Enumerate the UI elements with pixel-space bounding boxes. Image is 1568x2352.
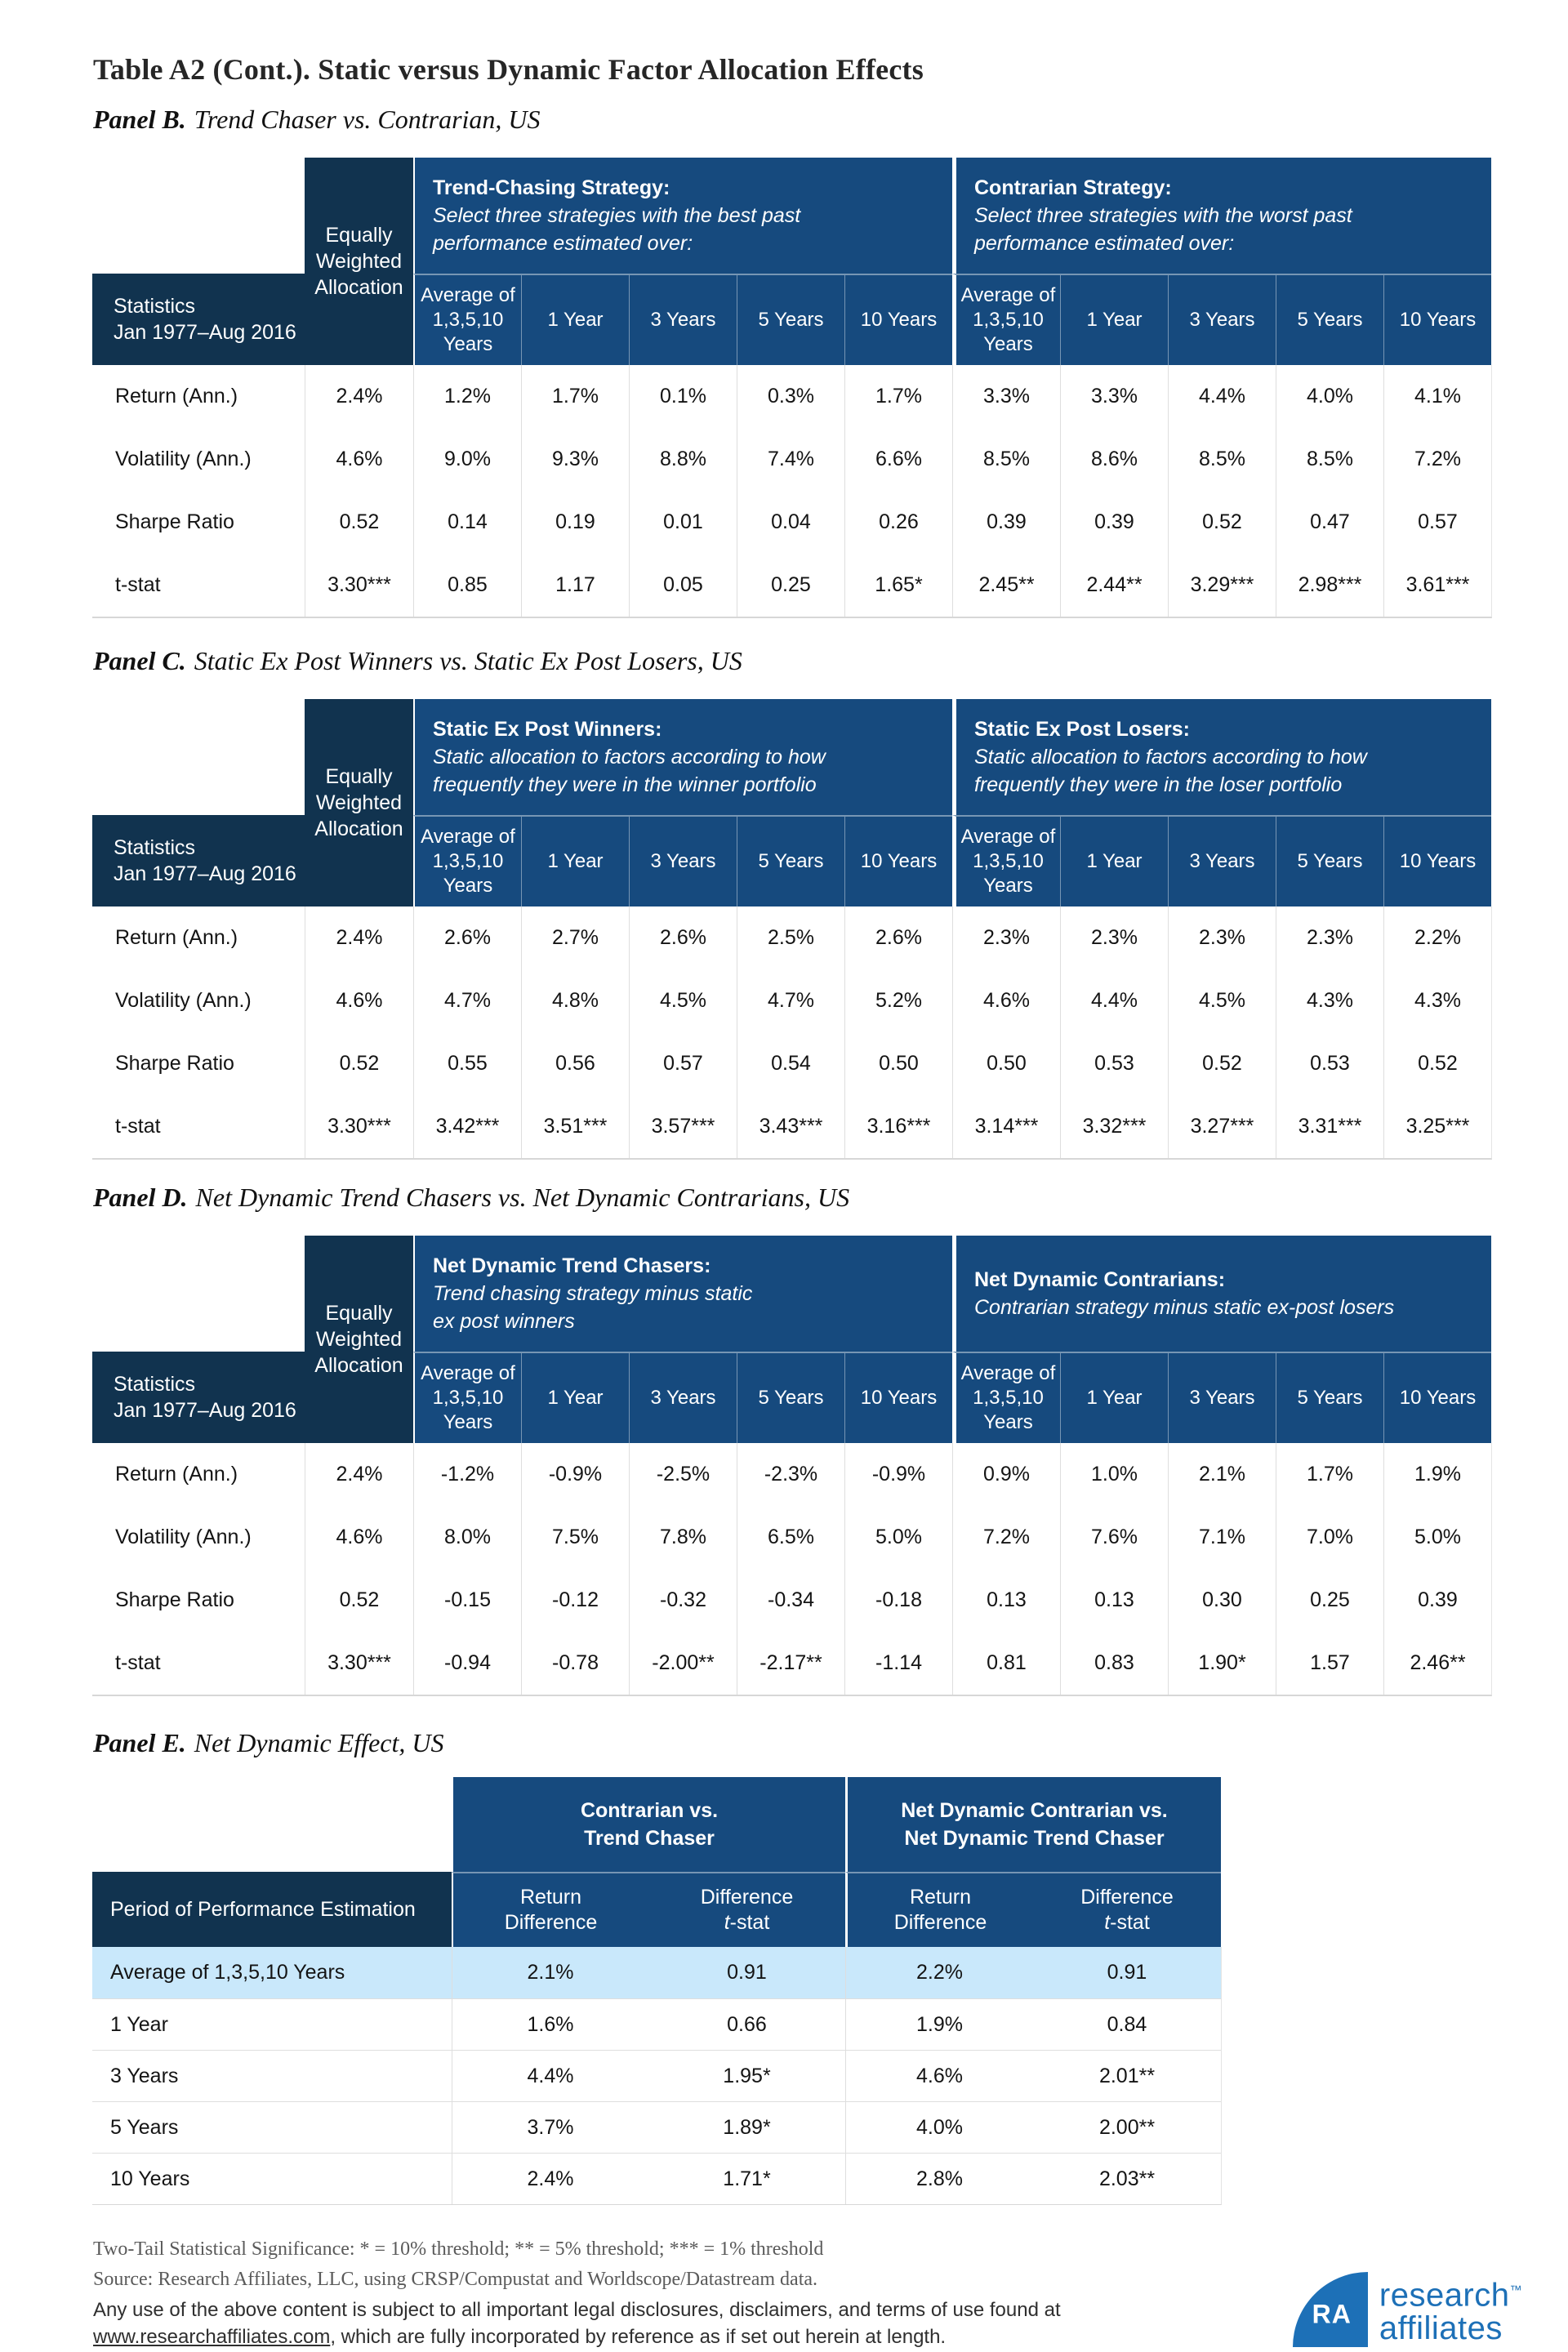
- col-header-10-years: 10 Years: [1383, 274, 1491, 365]
- value-cell: 4.6%: [952, 969, 1060, 1032]
- panel-c-label: Panel C.: [93, 646, 186, 675]
- value-cell: 0.81: [952, 1632, 1060, 1695]
- value-cell: 1.0%: [1060, 1443, 1168, 1506]
- statistics-header: [92, 1352, 305, 1443]
- value-cell: 0.9%: [952, 1443, 1060, 1506]
- col-header-5-years: 5 Years: [737, 274, 844, 365]
- row-label: 1 Year: [92, 1998, 452, 2050]
- value-cell: -0.34: [737, 1569, 844, 1632]
- value-cell: 1.57: [1276, 1632, 1383, 1695]
- value-cell: 0.52: [305, 1032, 413, 1095]
- value-cell: 8.5%: [952, 428, 1060, 491]
- panel-b-table-body: [92, 365, 1492, 618]
- col-header-average: Average of 1,3,5,10 Years: [413, 274, 521, 365]
- subheader-line1: Difference: [700, 1886, 794, 1909]
- group-description: Trend chasing strategy minus static ex post winners: [433, 1282, 753, 1333]
- value-cell: 0.91: [1033, 1947, 1221, 1998]
- value-cell: 1.9%: [1383, 1443, 1491, 1506]
- value-cell: 2.03**: [1033, 2153, 1221, 2204]
- col-header-1-year: 1 Year: [1060, 274, 1168, 365]
- value-cell: 2.98***: [1276, 554, 1383, 617]
- col-header-difference-tstat: [1033, 1872, 1221, 1947]
- value-cell: 2.45**: [952, 554, 1060, 617]
- contrarian-vs-trend-group-header: [452, 1777, 845, 1872]
- col-header-5-years: 5 Years: [1276, 1352, 1383, 1443]
- value-cell: 2.4%: [305, 906, 413, 969]
- value-cell: 3.14***: [952, 1095, 1060, 1158]
- col-header-10-years: 10 Years: [1383, 815, 1491, 906]
- value-cell: -0.94: [413, 1632, 521, 1695]
- value-cell: 0.26: [844, 491, 952, 554]
- value-cell: 0.04: [737, 491, 844, 554]
- row-label: Average of 1,3,5,10 Years: [92, 1947, 452, 1998]
- value-cell: 2.44**: [1060, 554, 1168, 617]
- value-cell: 7.5%: [521, 1506, 629, 1569]
- value-cell: 2.6%: [629, 906, 737, 969]
- value-cell: 0.57: [629, 1032, 737, 1095]
- source-note: Source: Research Affiliates, LLC, using CRSP/Compustat and Worldscope/Datastream data.: [93, 2269, 818, 2290]
- ra-logo-mark-icon: [1293, 2272, 1368, 2347]
- net-trend-chasers-group-header: [413, 1236, 952, 1352]
- equally-weighted-column-header: Equally Weighted Allocation: [305, 1236, 413, 1443]
- value-cell: 0.39: [1383, 1569, 1491, 1632]
- value-cell: 0.84: [1033, 1998, 1221, 2050]
- stats-line1: Statistics: [114, 836, 196, 859]
- group-title: Static Ex Post Losers:: [974, 718, 1190, 741]
- statistics-header: [92, 274, 305, 365]
- value-cell: 7.0%: [1276, 1506, 1383, 1569]
- statistics-header: [92, 815, 305, 906]
- panel-e-table-header: [92, 1777, 1222, 1947]
- research-affiliates-logo: [1293, 2272, 1522, 2347]
- panel-e-title: Net Dynamic Effect, US: [194, 1728, 444, 1757]
- value-cell: 8.8%: [629, 428, 737, 491]
- value-cell: 3.7%: [452, 2101, 648, 2153]
- legal-text-2: , which are fully incorporated by reference as if set out herein at length.: [330, 2326, 947, 2348]
- stats-line2: Jan 1977–Aug 2016: [114, 321, 296, 344]
- logo-wordmark: [1379, 2274, 1522, 2345]
- value-cell: 6.6%: [844, 428, 952, 491]
- subheader-line1: Return: [909, 1886, 972, 1909]
- col-header-1-year: 1 Year: [1060, 815, 1168, 906]
- value-cell: 2.8%: [845, 2153, 1033, 2204]
- significance-note: Two-Tail Statistical Significance: * = 10% threshold; ** = 5% threshold; *** = 1% threshold: [93, 2238, 824, 2260]
- group-title: Net Dynamic Trend Chasers:: [433, 1254, 711, 1277]
- value-cell: 2.2%: [845, 1947, 1033, 1998]
- row-label: Sharpe Ratio: [115, 1052, 234, 1075]
- value-cell: 7.1%: [1168, 1506, 1276, 1569]
- panel-d-title: Net Dynamic Trend Chasers vs. Net Dynamic Contrarians, US: [195, 1183, 850, 1212]
- panel-d-heading: [93, 1183, 849, 1213]
- col-header-5-years: 5 Years: [737, 1352, 844, 1443]
- value-cell: 1.2%: [413, 365, 521, 428]
- value-cell: 4.0%: [845, 2101, 1033, 2153]
- row-label: Return (Ann.): [115, 385, 238, 408]
- value-cell: 0.13: [1060, 1569, 1168, 1632]
- panel-b-table: [92, 158, 1492, 618]
- value-cell: 9.0%: [413, 428, 521, 491]
- value-cell: 1.71*: [648, 2153, 845, 2204]
- col-header-return-difference: [452, 1872, 648, 1947]
- row-label: Sharpe Ratio: [115, 1588, 234, 1611]
- panel-b-table-header: [92, 158, 1492, 365]
- value-cell: 0.3%: [737, 365, 844, 428]
- equally-weighted-column-header: Equally Weighted Allocation: [305, 158, 413, 365]
- stats-line1: Statistics: [114, 295, 196, 318]
- value-cell: 0.14: [413, 491, 521, 554]
- value-cell: -2.5%: [629, 1443, 737, 1506]
- value-cell: 4.6%: [305, 969, 413, 1032]
- value-cell: 3.30***: [305, 554, 413, 617]
- group-description: Static allocation to factors according to how frequently they were in the loser portfolio: [974, 746, 1367, 796]
- subheader-line2: Difference: [893, 1911, 987, 1934]
- contrarian-group-header: [952, 158, 1491, 274]
- value-cell: -2.00**: [629, 1632, 737, 1695]
- col-header-3-years: 3 Years: [629, 1352, 737, 1443]
- value-cell: 2.2%: [1383, 906, 1491, 969]
- panel-b-heading: [93, 105, 541, 135]
- value-cell: 4.5%: [1168, 969, 1276, 1032]
- value-cell: 0.91: [648, 1947, 845, 1998]
- value-cell: 0.50: [844, 1032, 952, 1095]
- value-cell: -0.78: [521, 1632, 629, 1695]
- col-header-3-years: 3 Years: [1168, 815, 1276, 906]
- value-cell: 1.6%: [452, 1998, 648, 2050]
- value-cell: 2.6%: [413, 906, 521, 969]
- value-cell: 0.83: [1060, 1632, 1168, 1695]
- row-label: t-stat: [115, 1115, 161, 1138]
- panel-d-label: Panel D.: [93, 1183, 188, 1212]
- losers-group-header: [952, 699, 1491, 815]
- value-cell: 4.8%: [521, 969, 629, 1032]
- col-header-10-years: 10 Years: [844, 1352, 952, 1443]
- logo-word-research: research: [1379, 2277, 1510, 2314]
- group-title-line2: Net Dynamic Trend Chaser: [904, 1827, 1165, 1850]
- value-cell: 3.42***: [413, 1095, 521, 1158]
- group-description: Static allocation to factors according to how frequently they were in the winner portfolio: [433, 746, 826, 796]
- value-cell: 2.6%: [844, 906, 952, 969]
- value-cell: 5.0%: [844, 1506, 952, 1569]
- value-cell: 3.3%: [1060, 365, 1168, 428]
- row-label: 5 Years: [92, 2101, 452, 2153]
- panel-c-title: Static Ex Post Winners vs. Static Ex Post Losers, US: [194, 646, 742, 675]
- value-cell: 2.3%: [1276, 906, 1383, 969]
- panel-e-heading: [93, 1728, 443, 1758]
- value-cell: 3.25***: [1383, 1095, 1491, 1158]
- col-header-10-years: 10 Years: [844, 815, 952, 906]
- value-cell: 5.0%: [1383, 1506, 1491, 1569]
- group-title: Static Ex Post Winners:: [433, 718, 662, 741]
- col-header-return-difference: [845, 1872, 1033, 1947]
- value-cell: 9.3%: [521, 428, 629, 491]
- value-cell: 3.30***: [305, 1632, 413, 1695]
- value-cell: 0.66: [648, 1998, 845, 2050]
- group-description: Select three strategies with the worst past performance estimated over:: [974, 204, 1352, 255]
- value-cell: 0.53: [1060, 1032, 1168, 1095]
- value-cell: 4.6%: [305, 1506, 413, 1569]
- value-cell: 0.57: [1383, 491, 1491, 554]
- value-cell: 0.19: [521, 491, 629, 554]
- value-cell: 0.56: [521, 1032, 629, 1095]
- stats-line2: Jan 1977–Aug 2016: [114, 1399, 296, 1422]
- value-cell: 4.6%: [845, 2050, 1033, 2101]
- value-cell: 0.25: [1276, 1569, 1383, 1632]
- value-cell: 3.57***: [629, 1095, 737, 1158]
- panel-e-table: [92, 1777, 1222, 2205]
- value-cell: 0.54: [737, 1032, 844, 1095]
- group-title-line1: Contrarian vs.: [580, 1799, 719, 1822]
- value-cell: 4.3%: [1383, 969, 1491, 1032]
- group-description: Select three strategies with the best past performance estimated over:: [433, 204, 801, 255]
- col-header-5-years: 5 Years: [737, 815, 844, 906]
- value-cell: 3.3%: [952, 365, 1060, 428]
- value-cell: 7.6%: [1060, 1506, 1168, 1569]
- value-cell: 4.0%: [1276, 365, 1383, 428]
- panel-d-table-body: [92, 1443, 1492, 1696]
- value-cell: 0.30: [1168, 1569, 1276, 1632]
- subheader-line2: t-stat: [724, 1911, 770, 1934]
- value-cell: 4.4%: [1060, 969, 1168, 1032]
- col-header-difference-tstat: [648, 1872, 845, 1947]
- value-cell: 3.29***: [1168, 554, 1276, 617]
- value-cell: 0.01: [629, 491, 737, 554]
- col-header-5-years: 5 Years: [1276, 274, 1383, 365]
- col-header-3-years: 3 Years: [1168, 274, 1276, 365]
- stats-line1: Statistics: [114, 1373, 196, 1396]
- value-cell: -1.14: [844, 1632, 952, 1695]
- value-cell: 2.3%: [1060, 906, 1168, 969]
- panel-d-table: [92, 1236, 1492, 1696]
- value-cell: -0.15: [413, 1569, 521, 1632]
- value-cell: 7.2%: [952, 1506, 1060, 1569]
- value-cell: 3.51***: [521, 1095, 629, 1158]
- value-cell: 4.7%: [737, 969, 844, 1032]
- value-cell: 0.47: [1276, 491, 1383, 554]
- value-cell: 1.7%: [521, 365, 629, 428]
- col-header-1-year: 1 Year: [1060, 1352, 1168, 1443]
- value-cell: -0.18: [844, 1569, 952, 1632]
- value-cell: 0.52: [305, 491, 413, 554]
- panel-b-title: Trend Chaser vs. Contrarian, US: [194, 105, 541, 134]
- legal-text-1: Any use of the above content is subject to all important legal disclosures, disclaimers, and terms of use found at: [93, 2299, 1061, 2321]
- value-cell: 7.8%: [629, 1506, 737, 1569]
- value-cell: -2.3%: [737, 1443, 844, 1506]
- value-cell: 2.4%: [305, 365, 413, 428]
- logo-word-affiliates: affiliates: [1379, 2310, 1503, 2347]
- value-cell: -0.12: [521, 1569, 629, 1632]
- value-cell: 3.43***: [737, 1095, 844, 1158]
- period-column-header: Period of Performance Estimation: [92, 1872, 452, 1947]
- value-cell: 2.4%: [305, 1443, 413, 1506]
- value-cell: 5.2%: [844, 969, 952, 1032]
- row-label: 10 Years: [92, 2153, 452, 2204]
- value-cell: 3.61***: [1383, 554, 1491, 617]
- group-title: Contrarian Strategy:: [974, 176, 1172, 199]
- value-cell: 0.1%: [629, 365, 737, 428]
- value-cell: 1.89*: [648, 2101, 845, 2153]
- col-header-3-years: 3 Years: [629, 274, 737, 365]
- col-header-average: Average of 1,3,5,10 Years: [952, 1352, 1060, 1443]
- value-cell: 4.3%: [1276, 969, 1383, 1032]
- value-cell: 1.95*: [648, 2050, 845, 2101]
- value-cell: 0.52: [1383, 1032, 1491, 1095]
- subheader-line2: t-stat: [1104, 1911, 1150, 1934]
- col-header-average: Average of 1,3,5,10 Years: [413, 1352, 521, 1443]
- row-label: Volatility (Ann.): [115, 1526, 252, 1548]
- subheader-line2: Difference: [504, 1911, 598, 1934]
- group-title: Trend-Chasing Strategy:: [433, 176, 670, 199]
- value-cell: 4.7%: [413, 969, 521, 1032]
- value-cell: 3.31***: [1276, 1095, 1383, 1158]
- col-header-3-years: 3 Years: [629, 815, 737, 906]
- value-cell: 3.27***: [1168, 1095, 1276, 1158]
- subheader-line1: Return: [519, 1886, 582, 1909]
- trend-chasing-group-header: [413, 158, 952, 274]
- value-cell: -0.9%: [844, 1443, 952, 1506]
- value-cell: 1.90*: [1168, 1632, 1276, 1695]
- row-label: Return (Ann.): [115, 1463, 238, 1486]
- value-cell: 0.39: [1060, 491, 1168, 554]
- value-cell: 0.85: [413, 554, 521, 617]
- subheader-line1: Difference: [1080, 1886, 1174, 1909]
- value-cell: 1.17: [521, 554, 629, 617]
- value-cell: 3.16***: [844, 1095, 952, 1158]
- value-cell: 2.46**: [1383, 1632, 1491, 1695]
- header-spacer: [92, 1236, 305, 1352]
- value-cell: 2.00**: [1033, 2101, 1221, 2153]
- row-label: Volatility (Ann.): [115, 448, 252, 470]
- panel-b-label: Panel B.: [93, 105, 186, 134]
- group-title-line2: Trend Chaser: [584, 1827, 715, 1850]
- group-title-line1: Net Dynamic Contrarian vs.: [901, 1799, 1168, 1822]
- trademark-symbol: ™: [1509, 2283, 1522, 2297]
- value-cell: 2.3%: [952, 906, 1060, 969]
- value-cell: 8.0%: [413, 1506, 521, 1569]
- panel-d-table-header: [92, 1236, 1492, 1443]
- value-cell: 8.5%: [1168, 428, 1276, 491]
- value-cell: 3.30***: [305, 1095, 413, 1158]
- group-description: Contrarian strategy minus static ex-post losers: [974, 1296, 1395, 1319]
- value-cell: 2.3%: [1168, 906, 1276, 969]
- value-cell: 4.1%: [1383, 365, 1491, 428]
- value-cell: 1.65*: [844, 554, 952, 617]
- research-affiliates-link[interactable]: www.researchaffiliates.com: [93, 2326, 331, 2348]
- value-cell: 1.7%: [844, 365, 952, 428]
- value-cell: -2.17**: [737, 1632, 844, 1695]
- value-cell: 6.5%: [737, 1506, 844, 1569]
- value-cell: 2.5%: [737, 906, 844, 969]
- panel-c-table-body: [92, 906, 1492, 1160]
- value-cell: 3.32***: [1060, 1095, 1168, 1158]
- footnotes: [93, 2234, 823, 2295]
- row-label: Sharpe Ratio: [115, 510, 234, 533]
- value-cell: 2.1%: [452, 1947, 648, 1998]
- value-cell: 2.4%: [452, 2153, 648, 2204]
- panel-c-table: [92, 699, 1492, 1160]
- value-cell: 0.52: [305, 1569, 413, 1632]
- value-cell: 0.50: [952, 1032, 1060, 1095]
- value-cell: 4.4%: [1168, 365, 1276, 428]
- value-cell: 0.52: [1168, 1032, 1276, 1095]
- value-cell: -1.2%: [413, 1443, 521, 1506]
- value-cell: 1.9%: [845, 1998, 1033, 2050]
- row-label: t-stat: [115, 573, 161, 596]
- header-spacer: [92, 1777, 452, 1872]
- equally-weighted-column-header: Equally Weighted Allocation: [305, 699, 413, 906]
- ra-monogram: RA: [1312, 2299, 1352, 2329]
- net-dynamic-group-header: [845, 1777, 1221, 1872]
- group-title: Net Dynamic Contrarians:: [974, 1268, 1226, 1291]
- value-cell: 7.2%: [1383, 428, 1491, 491]
- net-contrarians-group-header: [952, 1236, 1491, 1352]
- col-header-average: Average of 1,3,5,10 Years: [952, 815, 1060, 906]
- value-cell: 2.7%: [521, 906, 629, 969]
- value-cell: 8.6%: [1060, 428, 1168, 491]
- value-cell: 0.55: [413, 1032, 521, 1095]
- page-title: Table A2 (Cont.). Static versus Dynamic Factor Allocation Effects: [93, 53, 924, 87]
- col-header-average: Average of 1,3,5,10 Years: [952, 274, 1060, 365]
- row-label: t-stat: [115, 1651, 161, 1674]
- stats-line2: Jan 1977–Aug 2016: [114, 862, 296, 885]
- col-header-average: Average of 1,3,5,10 Years: [413, 815, 521, 906]
- value-cell: 2.1%: [1168, 1443, 1276, 1506]
- winners-group-header: [413, 699, 952, 815]
- value-cell: -0.32: [629, 1569, 737, 1632]
- col-header-5-years: 5 Years: [1276, 815, 1383, 906]
- header-spacer: [92, 699, 305, 815]
- value-cell: 0.05: [629, 554, 737, 617]
- header-spacer: [92, 158, 305, 274]
- value-cell: 4.5%: [629, 969, 737, 1032]
- panel-c-table-header: [92, 699, 1492, 906]
- legal-disclaimer: [93, 2296, 1294, 2350]
- panel-e-table-body: [92, 1947, 1222, 2205]
- value-cell: 0.52: [1168, 491, 1276, 554]
- col-header-10-years: 10 Years: [1383, 1352, 1491, 1443]
- value-cell: 8.5%: [1276, 428, 1383, 491]
- col-header-1-year: 1 Year: [521, 274, 629, 365]
- col-header-1-year: 1 Year: [521, 815, 629, 906]
- value-cell: 0.25: [737, 554, 844, 617]
- value-cell: 1.7%: [1276, 1443, 1383, 1506]
- col-header-1-year: 1 Year: [521, 1352, 629, 1443]
- value-cell: 4.6%: [305, 428, 413, 491]
- value-cell: -0.9%: [521, 1443, 629, 1506]
- value-cell: 0.13: [952, 1569, 1060, 1632]
- row-label: 3 Years: [92, 2050, 452, 2101]
- panel-e-label: Panel E.: [93, 1728, 186, 1757]
- value-cell: 2.01**: [1033, 2050, 1221, 2101]
- value-cell: 4.4%: [452, 2050, 648, 2101]
- col-header-3-years: 3 Years: [1168, 1352, 1276, 1443]
- value-cell: 0.39: [952, 491, 1060, 554]
- panel-c-heading: [93, 646, 742, 676]
- row-label: Return (Ann.): [115, 926, 238, 949]
- value-cell: 7.4%: [737, 428, 844, 491]
- row-label: Volatility (Ann.): [115, 989, 252, 1012]
- col-header-10-years: 10 Years: [844, 274, 952, 365]
- value-cell: 0.53: [1276, 1032, 1383, 1095]
